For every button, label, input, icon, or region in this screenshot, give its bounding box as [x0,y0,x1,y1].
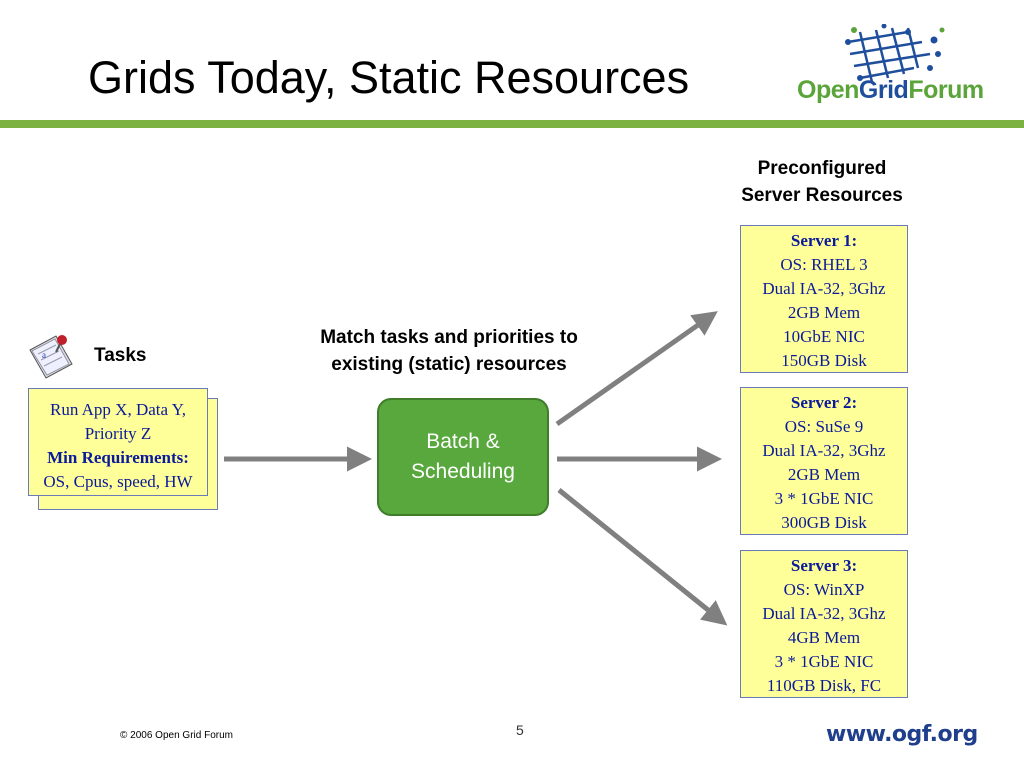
server-cpu: Dual IA-32, 3Ghz [762,604,886,623]
footer-url[interactable]: www.ogf.org [826,722,978,747]
server-cpu: Dual IA-32, 3Ghz [762,279,886,298]
server-disk: 300GB Disk [781,513,867,532]
svg-text:a: a [42,350,46,360]
server-os: OS: RHEL 3 [780,255,868,274]
batch-scheduling-node[interactable]: Batch & Scheduling [377,398,549,516]
arrow-batch-to-server3 [559,490,718,618]
resources-heading: Preconfigured Server Resources [741,158,903,206]
server-disk: 110GB Disk, FC [766,676,882,695]
server-disk: 150GB Disk [781,351,867,370]
match-heading: Match tasks and priorities to existing (static) resources [320,327,578,375]
server-name: Server 2: [790,393,858,412]
server-os: OS: SuSe 9 [784,417,864,436]
footer-copyright: © 2006 Open Grid Forum [120,730,233,741]
server-card-3[interactable] [740,550,908,698]
server-mem: 4GB Mem [787,628,861,647]
server-nic: 3 * 1GbE NIC [774,652,874,671]
server-mem: 2GB Mem [787,303,861,322]
tasks-heading: Tasks [94,345,147,366]
logo-wordmark: OpenGridForum [797,76,984,104]
task-line-app: Run App X, Data Y, [50,400,186,419]
server-cpu: Dual IA-32, 3Ghz [762,441,886,460]
task-notepad-icon [26,332,76,380]
page-number: 5 [516,722,524,738]
server-nic: 3 * 1GbE NIC [774,489,874,508]
server-mem: 2GB Mem [787,465,861,484]
server-card-1[interactable] [740,225,908,373]
task-line-priority: Priority Z [84,424,152,443]
server-name: Server 1: [790,231,858,250]
server-card-2[interactable] [740,387,908,535]
slide-title: Grids Today, Static Resources [88,52,690,103]
server-os: OS: WinXP [783,580,865,599]
server-name: Server 3: [790,556,858,575]
task-line-min-req: Min Requirements: [47,448,189,467]
task-line-hw: OS, Cpus, speed, HW [43,472,193,491]
task-card[interactable] [28,388,208,496]
server-nic: 10GbE NIC [783,327,865,346]
